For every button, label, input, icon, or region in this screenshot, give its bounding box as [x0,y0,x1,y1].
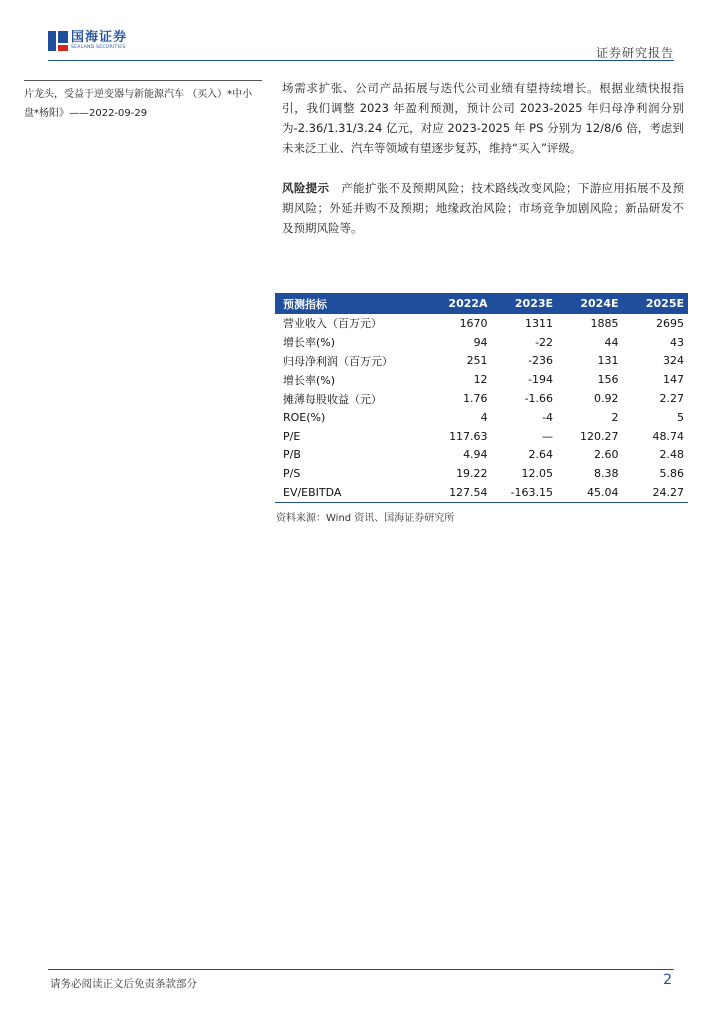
related-report-note [24,80,262,123]
table-cell: 251 [466,354,488,368]
report-type-label: 证券研究报告 [595,46,674,60]
logo-english-name: SEALAND SECURITIES [71,45,126,50]
risk-paragraph [282,178,684,238]
table-header-cell: 预测指标 [275,293,426,314]
footer-divider [48,969,674,970]
table-cell: 43 [670,335,684,349]
table-cell: 127.54 [426,483,491,502]
table-header-row [275,293,688,314]
table-row [275,464,688,483]
table-cell: 4.94 [463,448,488,462]
table-cell: 147 [663,373,684,387]
table-row [275,408,688,427]
table-cell: 归母净利润（百万元） [283,354,393,368]
table-row [275,352,688,371]
company-logo [48,30,127,51]
table-header-cell: 2022A [426,293,491,314]
header-divider [48,60,674,61]
table-cell: 2.64 [528,448,554,462]
table-row [275,446,688,465]
table-cell: 324 [663,354,684,368]
table-cell: 1311 [525,316,554,330]
table-cell: 1885 [590,316,619,330]
table-cell: 44 [604,335,619,349]
table-cell: -163.15 [492,483,557,502]
table-header-cell: 2024E [557,293,622,314]
forecast-table [275,293,688,503]
table-cell: 19.22 [456,467,488,481]
table-cell: 131 [597,354,619,368]
table-cell: 117.63 [449,429,488,443]
table-cell: 94 [473,335,488,349]
table-cell: 2.48 [659,448,684,462]
table-header-cell: 2023E [492,293,557,314]
table-cell: 120.27 [580,429,619,443]
page-header [48,30,674,62]
table-cell: P/E [283,429,301,443]
table-source-note: 资料来源：Wind 资讯、国海证券研究所 [276,513,455,524]
risk-label: 风险提示 [282,181,330,195]
table-cell: -236 [528,354,554,368]
table-cell: EV/EBITDA [275,483,426,502]
table-cell: 12 [473,373,488,387]
left-divider [24,80,262,81]
table-row [275,333,688,352]
table-cell: 5.86 [659,467,684,481]
table-cell: 增长率(%) [283,373,336,387]
table-row [275,483,688,502]
table-cell: 0.92 [594,392,619,406]
footer-disclaimer: 请务必阅读正文后免责条款部分 [50,978,197,990]
table-cell: -194 [528,373,554,387]
table-cell: 45.04 [557,483,622,502]
risk-text: 产能扩张不及预期风险；技术路线改变风险；下游应用拓展不及预期风险；外延并购不及预期；地缘政治风险；市场竞争加剧风险；新品研发不及预期风险等。 [282,181,684,235]
page-number: 2 [663,972,672,988]
table-cell: 增长率(%) [283,336,336,350]
table-cell: 156 [597,373,619,387]
related-report-text: 片龙头，受益于逆变器与新能源汽车 （买入）*中小盘*杨阳》——2022-09-29 [24,89,253,119]
table-cell: 12.05 [521,467,554,481]
table-cell: -22 [535,335,554,349]
table-cell: 48.74 [652,429,684,443]
table-row [275,389,688,408]
table-cell: -1.66 [524,392,554,406]
table-cell: ROE(%) [283,410,326,424]
table-cell: 5 [677,410,684,424]
main-body [282,78,684,238]
table-cell: 4 [480,410,488,424]
table-row [275,370,688,389]
table-cell: -4 [542,410,554,424]
table-cell: 1.76 [463,392,488,406]
table-cell: 摊薄每股收益（元） [283,392,382,406]
table-cell: 8.38 [594,467,619,481]
table-cell: 2 [611,410,619,424]
table-cell: 1670 [459,316,488,330]
logo-chinese-name: 国海证券 [71,30,128,45]
logo-mark-icon [48,31,68,51]
table-cell: 2.27 [659,392,684,406]
table-cell: — [542,429,554,443]
table-cell: P/S [283,467,301,481]
table-cell: 2.60 [594,448,619,462]
table-cell: 24.27 [623,483,689,502]
table-header-cell: 2025E [623,293,689,314]
table-cell: 2695 [656,316,684,330]
table-cell: 营业收入（百万元） [283,317,382,331]
forecast-paragraph: 场需求扩张、公司产品拓展与迭代公司业绩有望持续增长。根据业绩快报指引，我们调整 2023 年盈利预测，预计公司 2023-2025 年归母净利润分别为-2.36/1.31/3.24 亿元，对应 2023-2025 年 PS 分别为 12/8/6 倍，考虑到未来泛工业、汽车等领域有望逐步复苏，维持“买入”评级。 [282,81,684,155]
table-row [275,427,688,446]
table-row [275,314,688,333]
table-cell: P/B [283,448,301,462]
